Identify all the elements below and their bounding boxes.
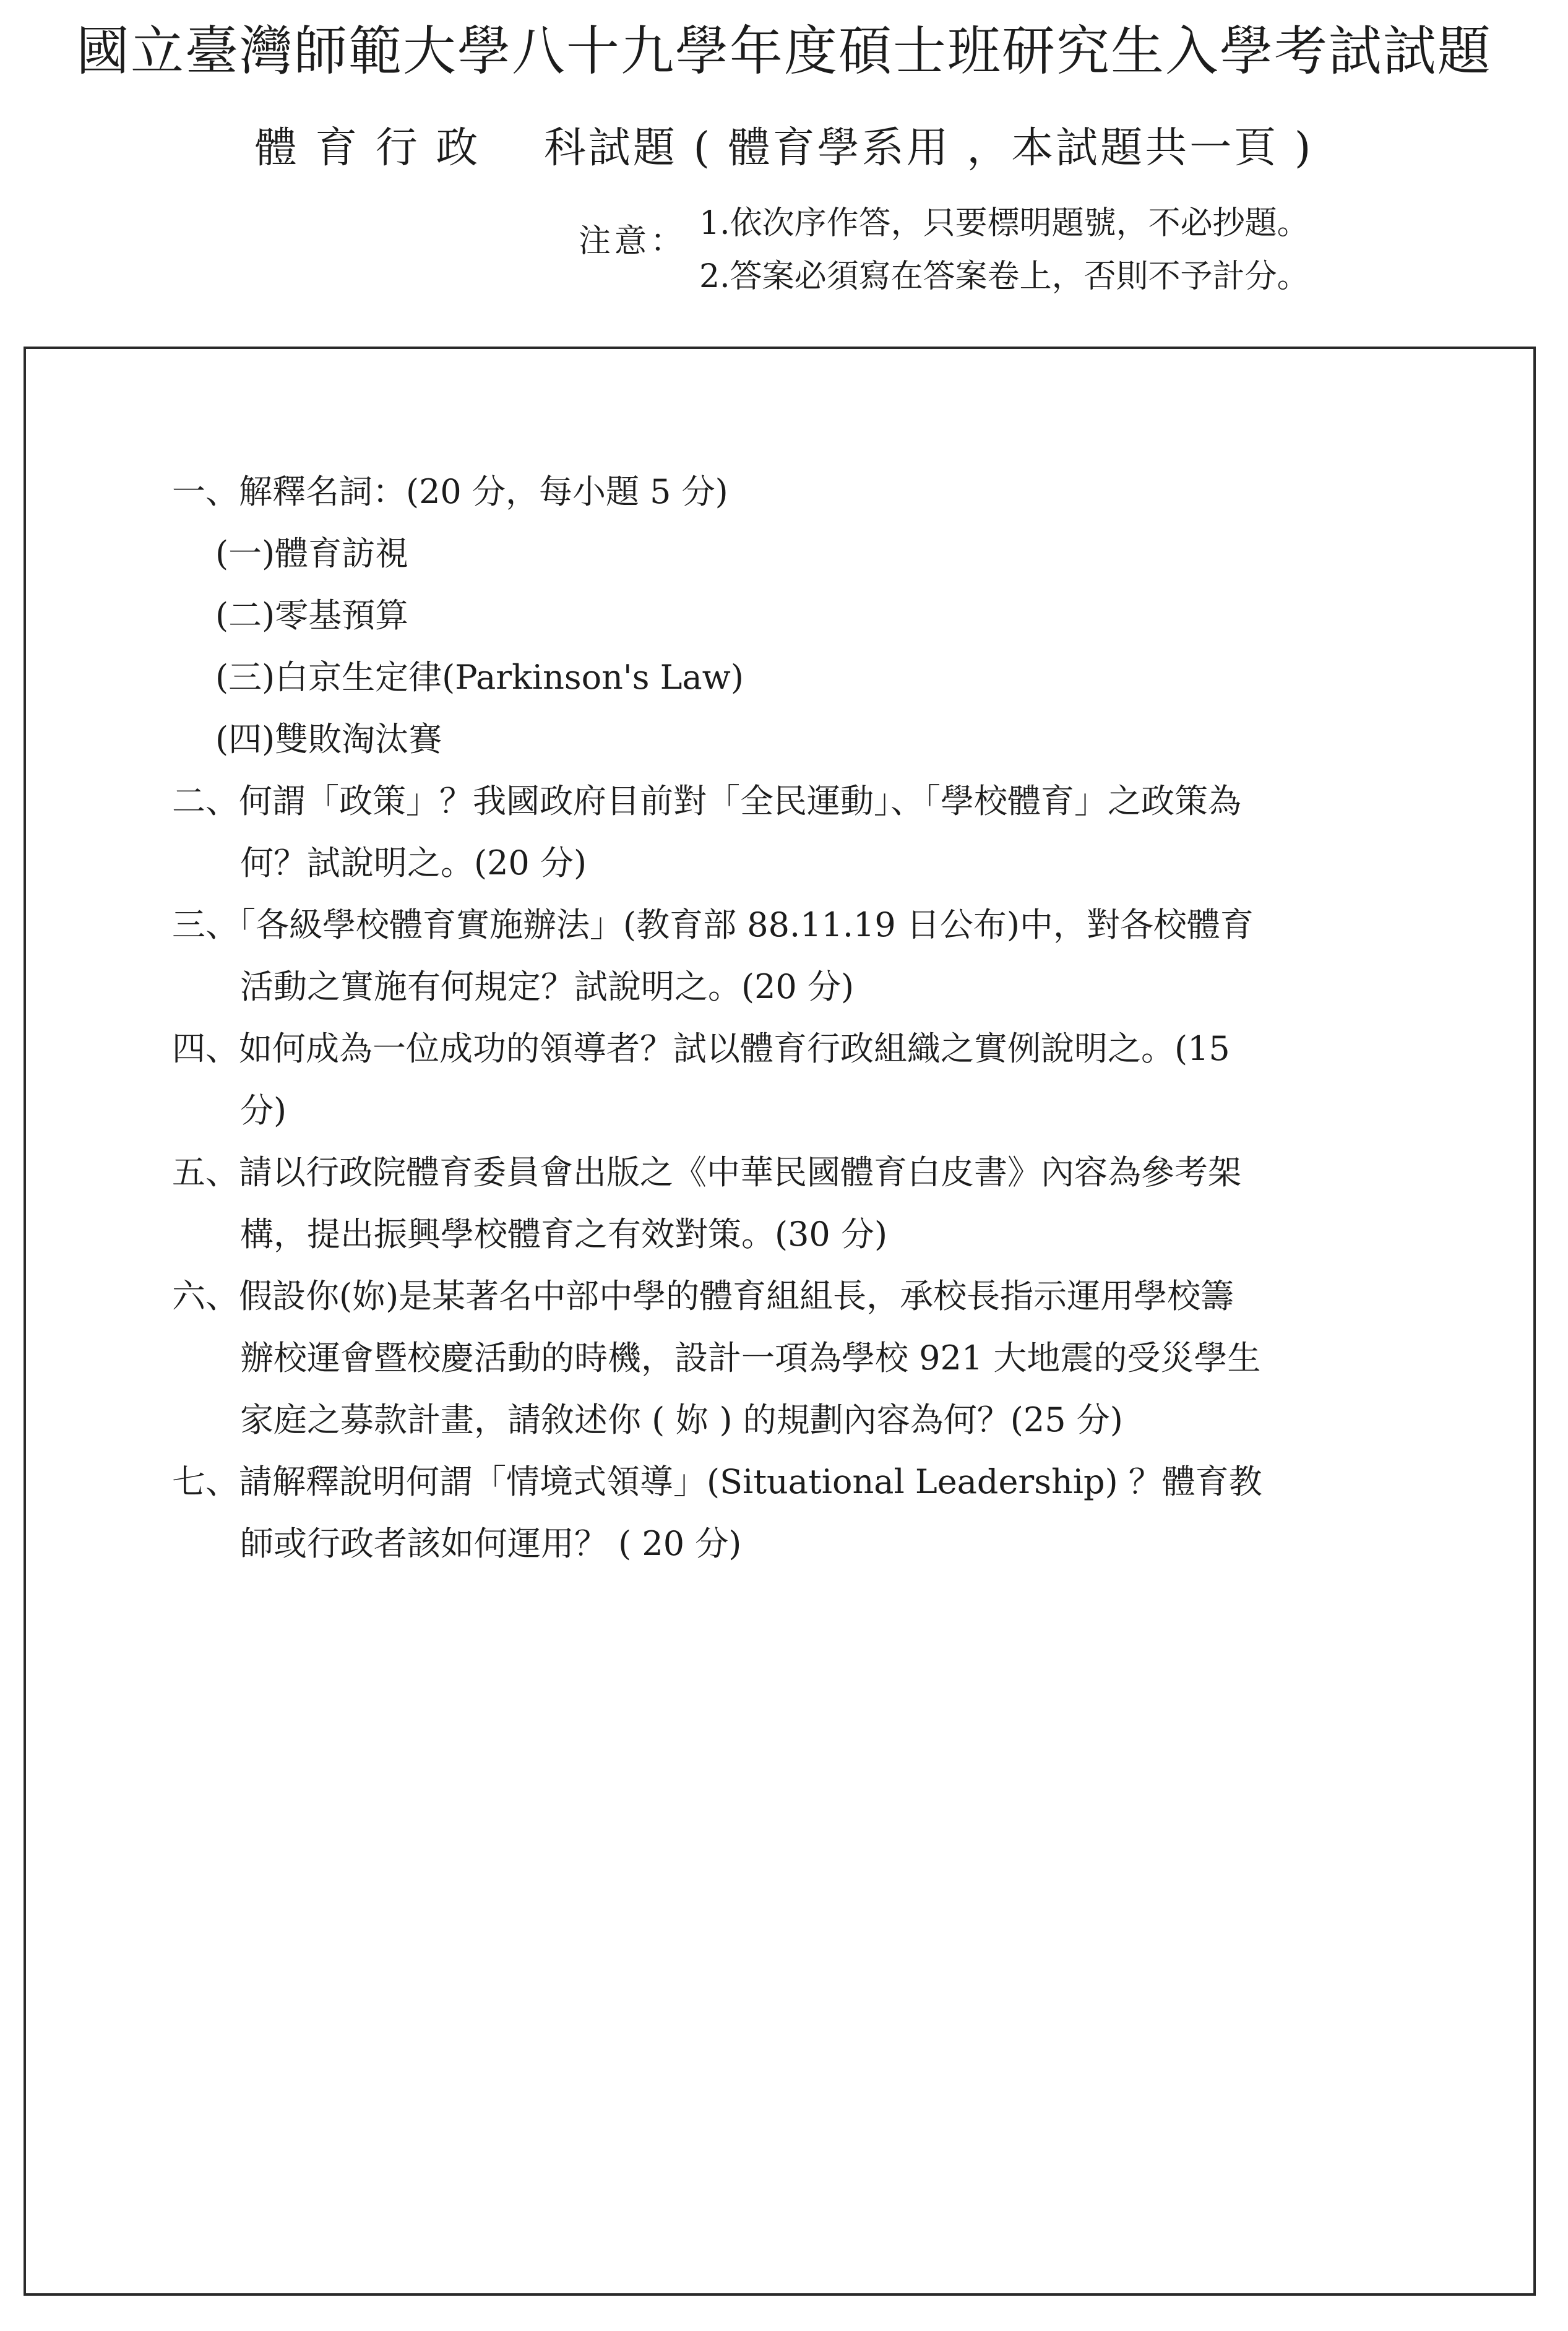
question-6 bbox=[172, 1265, 1403, 1451]
notice-line-1: 1.依次序作答，只要標明題號，不必抄題。 bbox=[699, 205, 1309, 242]
question-6-line-1: 六、假設你(妳)是某著名中部中學的體育組組長，承校長指示運用學校籌 bbox=[172, 1277, 1234, 1316]
exam-subtitle: 體 育 行 政 科試題 ( 體育學系用 ，本試題共一頁 ) bbox=[254, 124, 1314, 173]
question-list bbox=[172, 461, 1403, 1575]
question-5 bbox=[172, 1142, 1403, 1265]
question-5-line-2: 構，提出振興學校體育之有效對策。(30 分) bbox=[240, 1215, 888, 1254]
question-2 bbox=[172, 770, 1403, 894]
question-1-item-4: (四)雙敗淘汰賽 bbox=[215, 720, 442, 759]
question-4-line-1: 四、如何成為一位成功的領導者？試以體育行政組織之實例說明之。(15 bbox=[172, 1029, 1230, 1068]
notice-line-2: 2.答案必須寫在答案卷上，否則不予計分。 bbox=[699, 258, 1309, 295]
question-2-line-2: 何？試說明之。(20 分) bbox=[240, 843, 587, 882]
notice-label: 注意： bbox=[579, 223, 687, 260]
question-4-line-2: 分) bbox=[240, 1091, 287, 1130]
question-7-line-1: 七、請解釋說明何謂「情境式領導」(Situational Leadership) ？體育教 bbox=[172, 1462, 1262, 1501]
question-4 bbox=[172, 1018, 1403, 1142]
question-2-line-1: 二、何謂「政策」？我國政府目前對「全民運動」、「學校體育」之政策為 bbox=[172, 782, 1241, 821]
exam-title: 國立臺灣師範大學八十九學年度碩士班研究生入學考試試題 bbox=[76, 20, 1492, 82]
notice-block bbox=[699, 197, 1309, 303]
question-1 bbox=[172, 461, 1403, 770]
question-3 bbox=[172, 894, 1403, 1018]
question-6-line-2: 辦校運會暨校慶活動的時機，設計一項為學校 921 大地震的受災學生 bbox=[240, 1338, 1261, 1377]
question-1-text: 一、解釋名詞：(20 分，每小題 5 分) bbox=[172, 472, 728, 511]
question-1-item-3: (三)白京生定律(Parkinson's Law) bbox=[215, 658, 744, 697]
question-1-item-1: (一)體育訪視 bbox=[215, 534, 409, 573]
question-3-line-1: 三、「各級學校體育實施辦法」(教育部 88.11.19 日公布)中，對各校體育 bbox=[172, 905, 1254, 944]
question-7-line-2: 師或行政者該如何運用？ ( 20 分) bbox=[240, 1524, 742, 1563]
question-6-line-3: 家庭之募款計畫，請敘述你 ( 妳 ) 的規劃內容為何？(25 分) bbox=[240, 1400, 1123, 1439]
question-7 bbox=[172, 1451, 1403, 1575]
question-1-item-2: (二)零基預算 bbox=[215, 596, 409, 635]
question-3-line-2: 活動之實施有何規定？試說明之。(20 分) bbox=[240, 967, 855, 1006]
question-5-line-1: 五、請以行政院體育委員會出版之《中華民國體育白皮書》內容為參考架 bbox=[172, 1153, 1241, 1192]
